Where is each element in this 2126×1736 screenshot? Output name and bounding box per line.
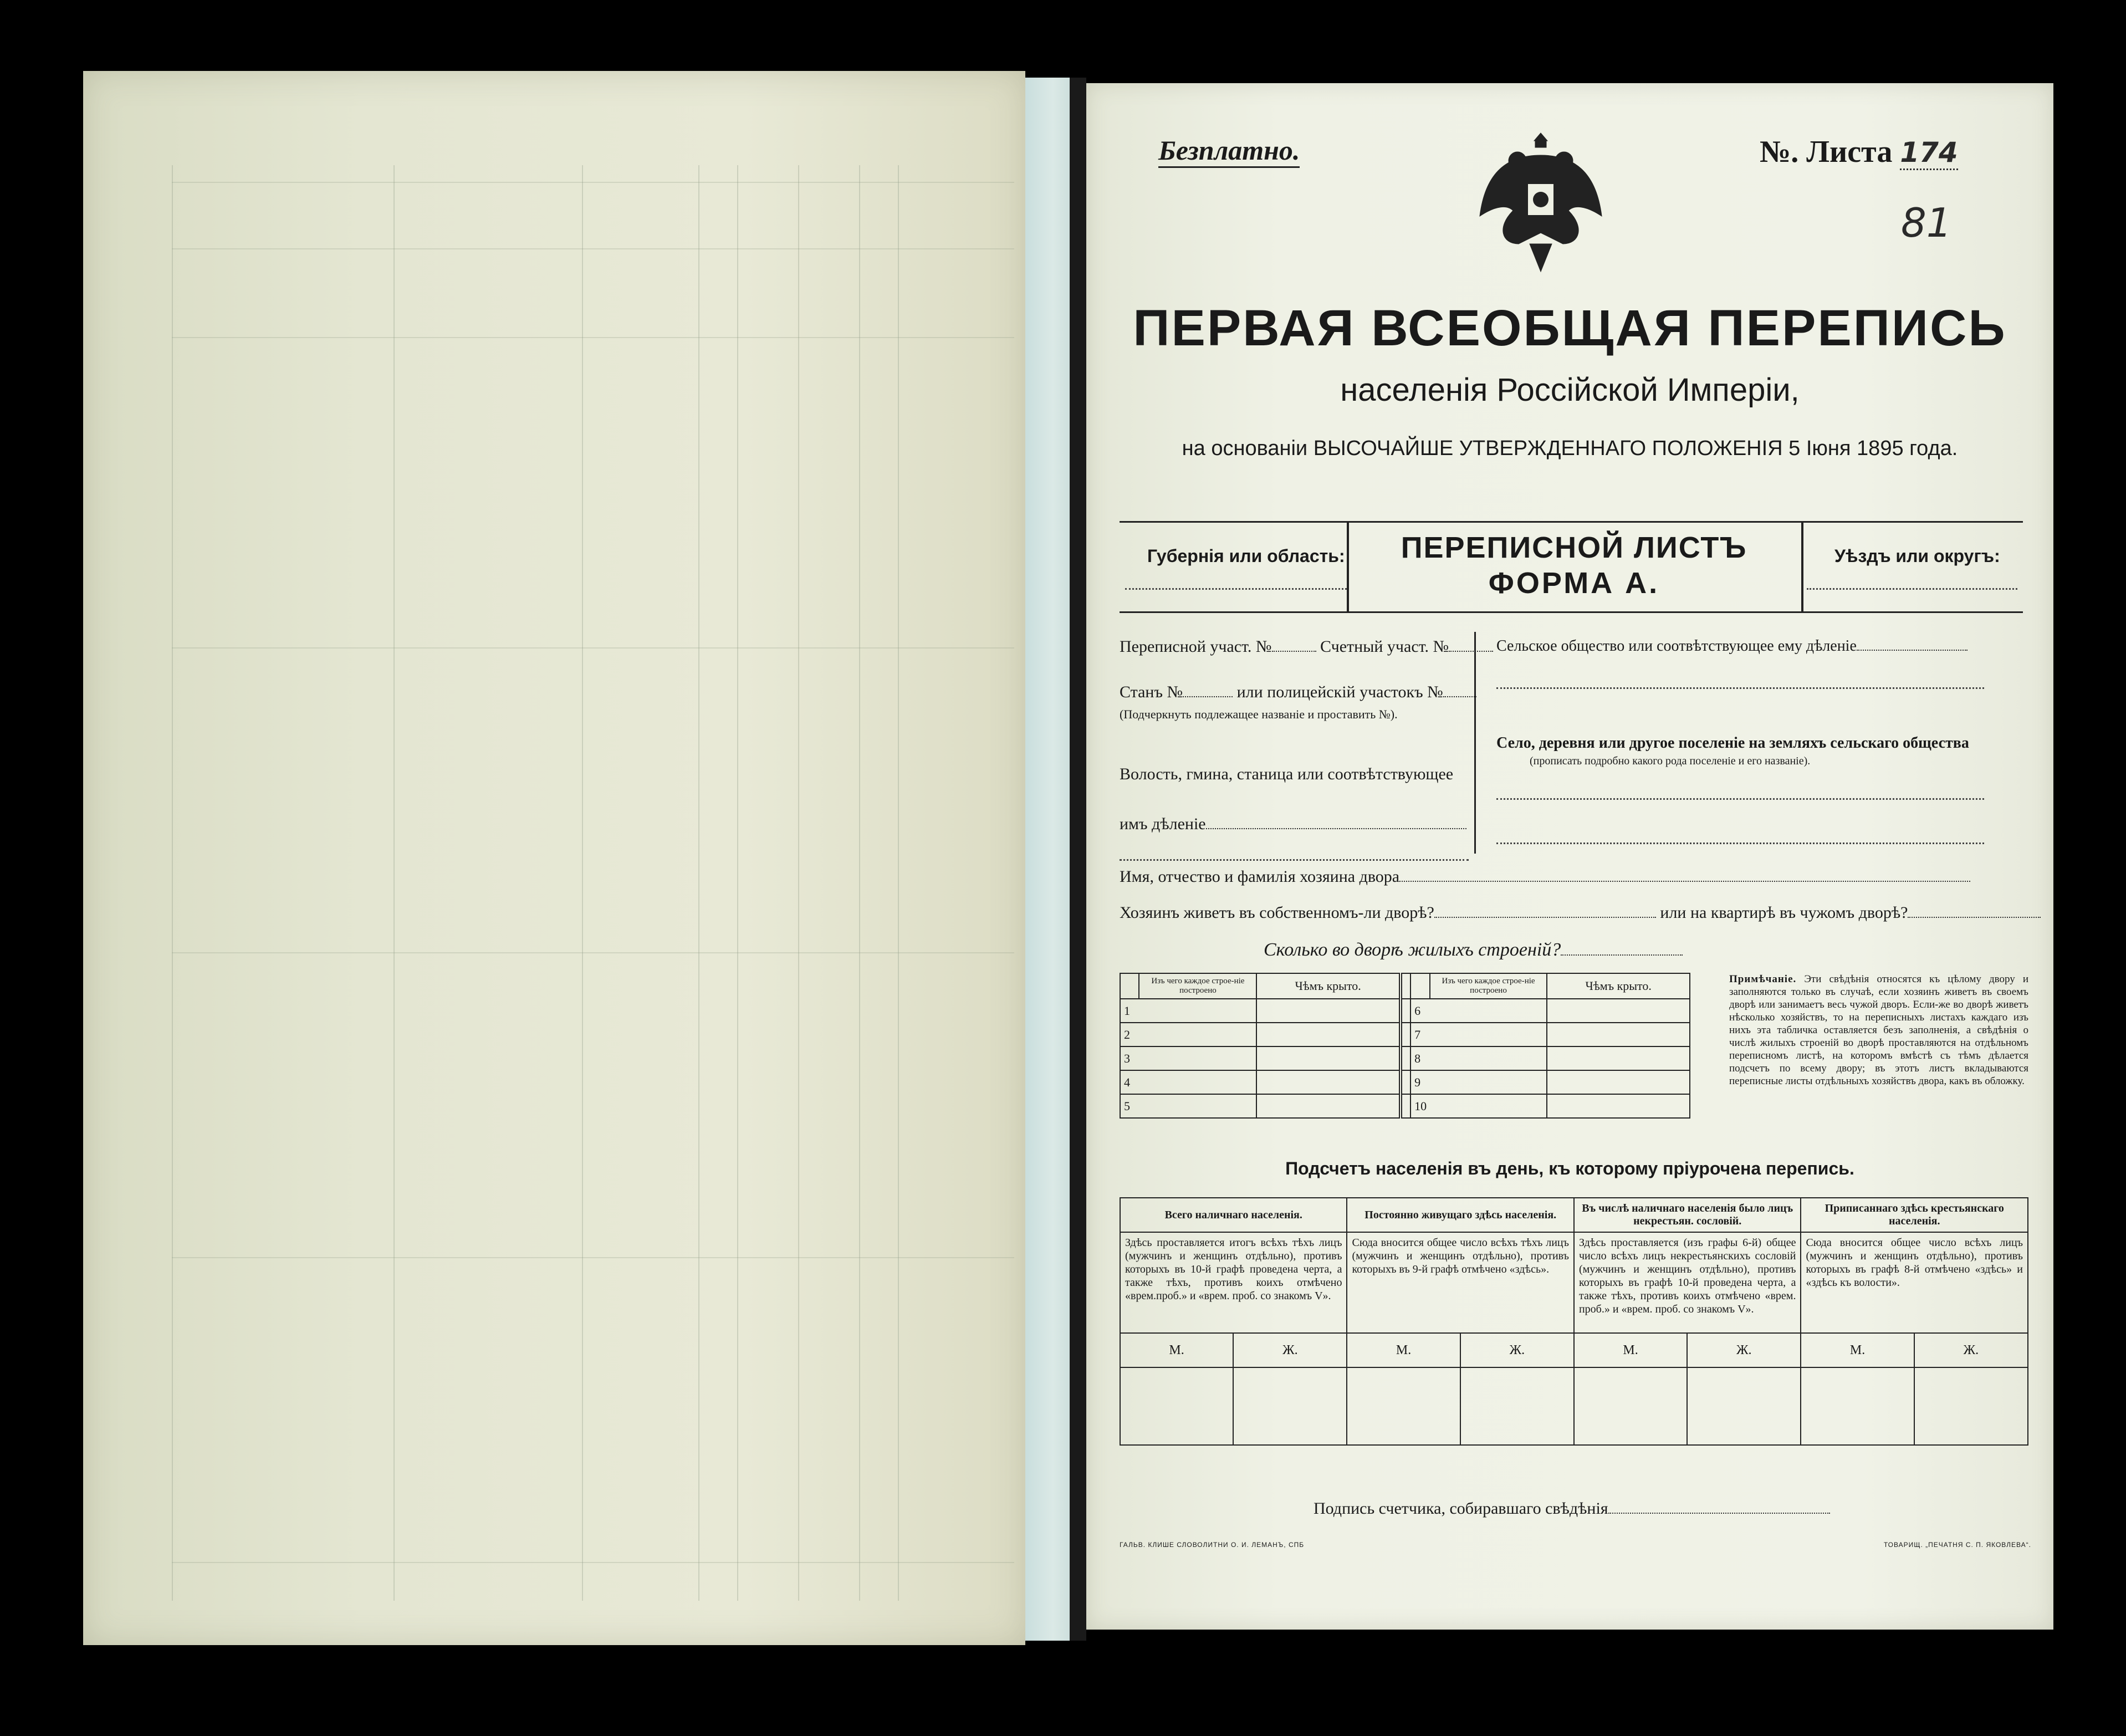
table-divider xyxy=(1401,1023,1410,1046)
roof-cell[interactable] xyxy=(1547,1070,1690,1094)
volost-cont-label: имъ дѣленіе xyxy=(1120,815,1206,833)
stan-row xyxy=(1120,683,1476,702)
roof-cell[interactable] xyxy=(1256,1070,1401,1094)
row-number: 9 xyxy=(1410,1070,1547,1094)
owner-lives-row xyxy=(1120,903,2023,922)
divider xyxy=(1347,523,1349,611)
roof-cell[interactable] xyxy=(1256,1094,1401,1118)
buildings-row xyxy=(1264,940,1683,961)
counting-district-label: Счетный участ. № xyxy=(1320,637,1449,656)
page-subtitle: населенія Россійской Имперіи, xyxy=(1340,372,1800,408)
underline-note: (Подчеркнуть подлежащее названіе и проставить №). xyxy=(1120,707,1398,721)
roof-cell[interactable] xyxy=(1547,1094,1690,1118)
female-header: Ж. xyxy=(1460,1333,1574,1367)
volost-row xyxy=(1120,815,1466,834)
footer-right: ТОВАРИЩ. „ПЕЧАТНЯ С. П. ЯКОВЛЕВА“. xyxy=(1883,1541,2031,1549)
ghost-line xyxy=(172,1257,1014,1258)
count-table xyxy=(1120,1197,2028,1446)
ghost-line xyxy=(172,182,1014,183)
owner-name-field[interactable] xyxy=(1399,881,1970,882)
binding-gap xyxy=(1070,78,1086,1641)
imperial-eagle-icon xyxy=(1474,122,1607,277)
page-basis: на основаніи ВЫСОЧАЙШЕ УТВЕРЖДЕННАГО ПОЛОЖЕНІЯ 5 Іюня 1895 года. xyxy=(1182,437,1958,460)
stan-label: Станъ № xyxy=(1120,683,1183,701)
buildings-field[interactable] xyxy=(1561,954,1683,956)
signature-label: Подпись счетчика, собиравшаго свѣдѣнія xyxy=(1314,1499,1608,1518)
village-field[interactable] xyxy=(1496,798,1984,800)
buildings-label: Сколько во дворѣ жилыхъ строеній? xyxy=(1264,940,1561,960)
form-name: ФОРМА А. xyxy=(1488,566,1660,600)
roof-header-right: Чѣмъ крыто. xyxy=(1547,973,1690,999)
male-count-cell[interactable] xyxy=(1120,1367,1233,1445)
row-number: 7 xyxy=(1410,1023,1547,1046)
female-count-cell[interactable] xyxy=(1233,1367,1347,1445)
owner-name-label: Имя, отчество и фамилія хозяина двора xyxy=(1120,867,1400,886)
material-header-right: Изъ чего каждое строе-ніе построено xyxy=(1430,973,1547,999)
col-head-permanent: Постоянно живущаго здѣсь населенія. xyxy=(1347,1198,1573,1232)
stan-field[interactable] xyxy=(1183,696,1233,697)
ghost-line xyxy=(172,1562,1014,1563)
roof-cell[interactable] xyxy=(1547,1023,1690,1046)
col-text-nonpeasant: Здѣсь проставляется (изъ графы 6-й) общее число всѣхъ лицъ некрестьянскихъ сословій (мужчинъ и женщинъ отдѣльно), противъ которыхъ въ графѣ 10-й проведена черта, а также тѣхъ, противъ коихъ отмѣчено «врем. проб.» и «врем. проб. со знакомъ V». xyxy=(1574,1232,1801,1333)
row-number: 1 xyxy=(1120,999,1256,1023)
col-text-peasant: Сюда вносится общее число всѣхъ лицъ (мужчинъ и женщинъ отдѣльно), противъ которыхъ въ графѣ 8-й отмѣчено «здѣсь» и «здѣсь къ волости». xyxy=(1801,1232,2028,1333)
owner-name-row xyxy=(1120,867,2023,886)
free-label: Безплатно. xyxy=(1158,134,1300,168)
census-district-field[interactable] xyxy=(1272,651,1316,652)
police-district-field[interactable] xyxy=(1443,696,1476,697)
male-header: М. xyxy=(1574,1333,1687,1367)
row-number: 6 xyxy=(1410,999,1547,1023)
row-number: 8 xyxy=(1410,1046,1547,1070)
village-label: Село, деревня или другое поселеніе на земляхъ сельскаго общества xyxy=(1496,734,1969,752)
sheet-no-label: №. Листа xyxy=(1760,135,1893,169)
uezd-label: Уѣздъ или округъ: xyxy=(1834,546,2000,566)
note-title: Примѣчаніе. xyxy=(1729,973,1797,985)
ghost-line xyxy=(798,165,799,1601)
table-divider xyxy=(1401,1094,1410,1118)
ghost-line xyxy=(737,165,738,1601)
male-count-cell[interactable] xyxy=(1574,1367,1687,1445)
sheet-number xyxy=(1760,134,1958,170)
row-number: 5 xyxy=(1120,1094,1256,1118)
count-heading: Подсчетъ населенія въ день, къ которому пріурочена перепись. xyxy=(1285,1158,1854,1178)
female-header: Ж. xyxy=(1687,1333,1801,1367)
rural-society-row xyxy=(1496,637,1967,655)
form-box xyxy=(1120,521,2023,613)
owner-rent-label: или на квартирѣ въ чужомъ дворѣ? xyxy=(1660,903,1908,922)
header-cell xyxy=(1120,973,1139,999)
male-count-cell[interactable] xyxy=(1347,1367,1460,1445)
counting-district-field[interactable] xyxy=(1449,651,1493,652)
roof-header-left: Чѣмъ крыто. xyxy=(1256,973,1401,999)
left-page xyxy=(83,71,1025,1645)
owner-lives-field[interactable] xyxy=(1434,917,1656,918)
ghost-line xyxy=(172,647,1014,649)
village-note: (прописать подробно какого рода поселеніе и его названіе). xyxy=(1530,755,1811,767)
gubernia-label: Губернія или область: xyxy=(1147,546,1345,566)
female-count-cell[interactable] xyxy=(1687,1367,1801,1445)
uezd-field[interactable] xyxy=(1807,588,2017,590)
census-form-page xyxy=(1086,83,2053,1630)
ghost-line xyxy=(582,165,583,1601)
roof-cell[interactable] xyxy=(1256,999,1401,1023)
volost-field-2[interactable] xyxy=(1120,859,1469,861)
roof-cell[interactable] xyxy=(1547,999,1690,1023)
ghost-line xyxy=(698,165,699,1601)
volost-label: Волость, гмина, станица или соотвѣтствующее xyxy=(1120,765,1454,783)
rural-society-field-2[interactable] xyxy=(1496,687,1984,689)
owner-rent-field[interactable] xyxy=(1908,917,2041,918)
roof-cell[interactable] xyxy=(1547,1046,1690,1070)
ghost-line xyxy=(172,337,1014,338)
female-count-cell[interactable] xyxy=(1460,1367,1574,1445)
female-header: Ж. xyxy=(1233,1333,1347,1367)
male-header: М. xyxy=(1120,1333,1233,1367)
page-title: ПЕРВАЯ ВСЕОБЩАЯ ПЕРЕПИСЬ xyxy=(1133,300,2007,356)
sheet-no-value: 174 xyxy=(1900,136,1958,170)
owner-lives-label: Хозяинъ живетъ въ собственномъ-ли дворѣ? xyxy=(1120,903,1434,922)
row-number: 2 xyxy=(1120,1023,1256,1046)
table-divider xyxy=(1401,1070,1410,1094)
row-number: 4 xyxy=(1120,1070,1256,1094)
ghost-line xyxy=(172,165,173,1601)
census-district-label: Переписной участ. № xyxy=(1120,637,1272,656)
ghost-line xyxy=(898,165,899,1601)
police-district-label: или полицейскій участокъ № xyxy=(1236,683,1443,701)
gubernia-field[interactable] xyxy=(1125,588,1347,590)
male-header: М. xyxy=(1347,1333,1460,1367)
col-text-present: Здѣсь проставляется итогъ всѣхъ тѣхъ лицъ (мужчинъ и женщинъ отдѣльно), противъ которыхъ въ 10-й графѣ проведена черта, а также тѣхъ, противъ коихъ отмѣчено «врем.проб.» и «врем. проб. со знакомъ V». xyxy=(1120,1232,1347,1333)
divider xyxy=(1474,632,1476,854)
volost-field[interactable] xyxy=(1206,828,1466,829)
table-divider xyxy=(1401,1046,1410,1070)
col-head-present: Всего наличнаго населенія. xyxy=(1120,1198,1347,1232)
note-text: Эти свѣдѣнія относятся къ цѣлому двору и заполняются только въ случаѣ, если хозяинъ живетъ въ своемъ дворѣ или занимаетъ весь чужой дворъ. Если-же во дворѣ живетъ нѣсколько хозяйствъ, то на переписныхъ листахъ каждаго изъ нихъ эта табличка оставляется безъ заполненія, а свѣдѣнія о числѣ жилыхъ строеній во дворѣ проставляются на отдѣльномъ переписномъ листѣ, на которомъ вмѣстѣ съ тѣмъ дѣлается подсчетъ по всему двору; въ этотъ листъ вкладываются переписные листы отдѣльныхъ хозяйствъ двора, какъ въ обложку. xyxy=(1729,973,2028,1087)
signature-field[interactable] xyxy=(1608,1513,1830,1514)
footer-left: ГАЛЬВ. КЛИШЕ СЛОВОЛИТНИ О. И. ЛЕМАНЪ, СПБ xyxy=(1120,1541,1305,1549)
female-header: Ж. xyxy=(1914,1333,2028,1367)
header-cell xyxy=(1410,973,1429,999)
material-header-left: Изъ чего каждое строе-ніе построено xyxy=(1139,973,1256,999)
village-field-2[interactable] xyxy=(1496,843,1984,844)
ghost-line xyxy=(393,165,395,1601)
sheet-title: ПЕРЕПИСНОЙ ЛИСТЪ xyxy=(1401,531,1747,564)
ghost-line xyxy=(859,165,860,1601)
ghost-line xyxy=(172,248,1014,249)
district-row xyxy=(1120,637,1493,656)
ghost-line xyxy=(172,952,1014,953)
male-header: М. xyxy=(1801,1333,1914,1367)
buildings-table xyxy=(1120,973,1690,1119)
female-count-cell[interactable] xyxy=(1914,1367,2028,1445)
signature-row xyxy=(1314,1499,1830,1518)
col-head-nonpeasant: Въ числѣ наличнаго населенія было лицъ некрестьян. сословій. xyxy=(1574,1198,1801,1232)
rural-society-field[interactable] xyxy=(1857,650,1967,651)
row-number: 3 xyxy=(1120,1046,1256,1070)
col-head-peasant: Приписаннаго здѣсь крестьянскаго населенія. xyxy=(1801,1198,2028,1232)
rural-society-label: Сельское общество или соотвѣтствующее ему дѣленіе xyxy=(1496,637,1857,655)
roof-cell[interactable] xyxy=(1256,1046,1401,1070)
roof-cell[interactable] xyxy=(1256,1023,1401,1046)
table-divider xyxy=(1401,973,1410,999)
row-number: 10 xyxy=(1410,1094,1547,1118)
divider xyxy=(1801,523,1803,611)
table-divider xyxy=(1401,999,1410,1023)
note xyxy=(1729,973,2028,1087)
handwritten-number: 81 xyxy=(1901,200,1952,246)
col-text-permanent: Сюда вносится общее число всѣхъ тѣхъ лицъ (мужчинъ и женщинъ отдѣльно), противъ которыхъ въ 9-й графѣ отмѣчено «здѣсь». xyxy=(1347,1232,1573,1333)
male-count-cell[interactable] xyxy=(1801,1367,1914,1445)
